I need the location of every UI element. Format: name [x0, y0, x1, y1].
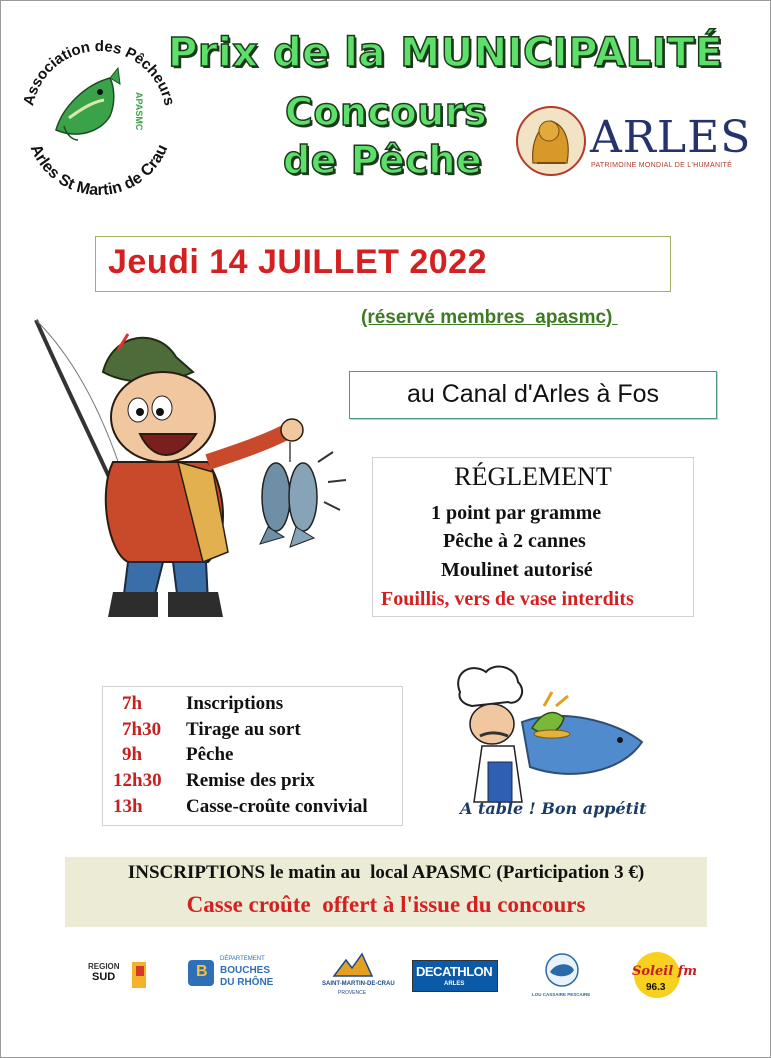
rule-item-forbidden: Fouillis, vers de vase interdits — [381, 588, 634, 610]
smdc-mountain-icon — [332, 952, 374, 978]
region-flag-stripe — [136, 966, 144, 976]
reserved-note: (réservé membres apasmc) — [361, 307, 618, 328]
chef-caption: A table ! Bon appétit — [460, 799, 647, 818]
schedule-activity: Pêche — [186, 744, 234, 765]
event-date: Jeudi 14 JUILLET 2022 — [108, 243, 487, 281]
fisherman-illustration — [28, 312, 358, 632]
schedule-activity: Remise des prix — [186, 770, 315, 791]
schedule-time: 7h — [122, 693, 143, 714]
banner-meal-text: Casse croûte offert à l'issue du concours — [186, 892, 586, 917]
sponsor-saint-martin-de-crau — [322, 950, 395, 1006]
fish-club-name: LOU CASSAIRE PESCAIRE — [532, 992, 591, 997]
dept-line2: DU RHÔNE — [220, 977, 274, 988]
assoc-text-top: Association des Pêcheurs — [20, 37, 178, 108]
dept-line1: BOUCHES — [220, 965, 271, 976]
svg-text:Arles St Martin de Crau — [27, 142, 172, 199]
sponsor-bouches-du-rhone — [188, 950, 288, 1006]
banner-inscriptions-text: INSCRIPTIONS le matin au local APASMC (Participation 3 €) — [127, 862, 645, 883]
schedule-activity: Inscriptions — [186, 693, 284, 714]
schedule-activity: Casse-croûte convivial — [186, 796, 368, 817]
rules-title: RÉGLEMENT — [454, 462, 612, 491]
dept-small-label: DÉPARTEMENT — [220, 956, 265, 962]
sponsor-decathlon — [412, 950, 498, 1006]
region-line2: SUD — [92, 971, 116, 983]
fish-icon — [56, 68, 120, 140]
poster-subtitle-line1: Concours — [285, 90, 488, 134]
sponsor-region-sud — [88, 950, 156, 1006]
region-line1: REGION — [88, 962, 120, 971]
decathlon-city: ARLES — [444, 981, 465, 987]
smdc-line1: SAINT-MARTIN-DE-CRAU — [322, 981, 395, 987]
rule-item: 1 point par gramme — [431, 502, 602, 524]
chef-illustration — [452, 662, 657, 832]
schedule-time: 7h30 — [122, 719, 162, 740]
schedule-time: 9h — [122, 744, 143, 765]
dept-b-icon: B — [196, 963, 208, 980]
schedule-activity: Tirage au sort — [186, 719, 301, 740]
radio-name: Soleil fm — [632, 964, 698, 979]
arles-logo-text: ARLES — [590, 112, 752, 163]
poster-subtitle-line2: de Pêche — [283, 138, 483, 182]
sponsor-fish-club — [530, 950, 594, 1006]
assoc-text-bottom: Arles St Martin de Crau — [26, 142, 172, 200]
smdc-line2: PROVENCE — [338, 990, 367, 996]
poster-title: Prix de la MUNICIPALITÉ — [168, 30, 723, 76]
assoc-acronym: APASMC — [134, 92, 144, 131]
arles-logo-tagline: PATRIMOINE MONDIAL DE L'HUMANITÉ — [591, 162, 733, 169]
caught-fish-icon — [260, 442, 317, 547]
rule-item: Moulinet autorisé — [441, 559, 593, 581]
club-fish-icon — [542, 952, 582, 988]
schedule-time: 13h — [113, 796, 143, 817]
radio-frequency: 96.3 — [646, 982, 666, 993]
sponsor-soleil-fm — [626, 950, 698, 1006]
event-location: au Canal d'Arles à Fos — [406, 380, 660, 408]
schedule-time: 12h30 — [113, 770, 162, 791]
rule-item: Pêche à 2 cannes — [443, 530, 586, 552]
association-logo — [14, 30, 184, 200]
decathlon-name: DECATHLON — [416, 964, 493, 979]
